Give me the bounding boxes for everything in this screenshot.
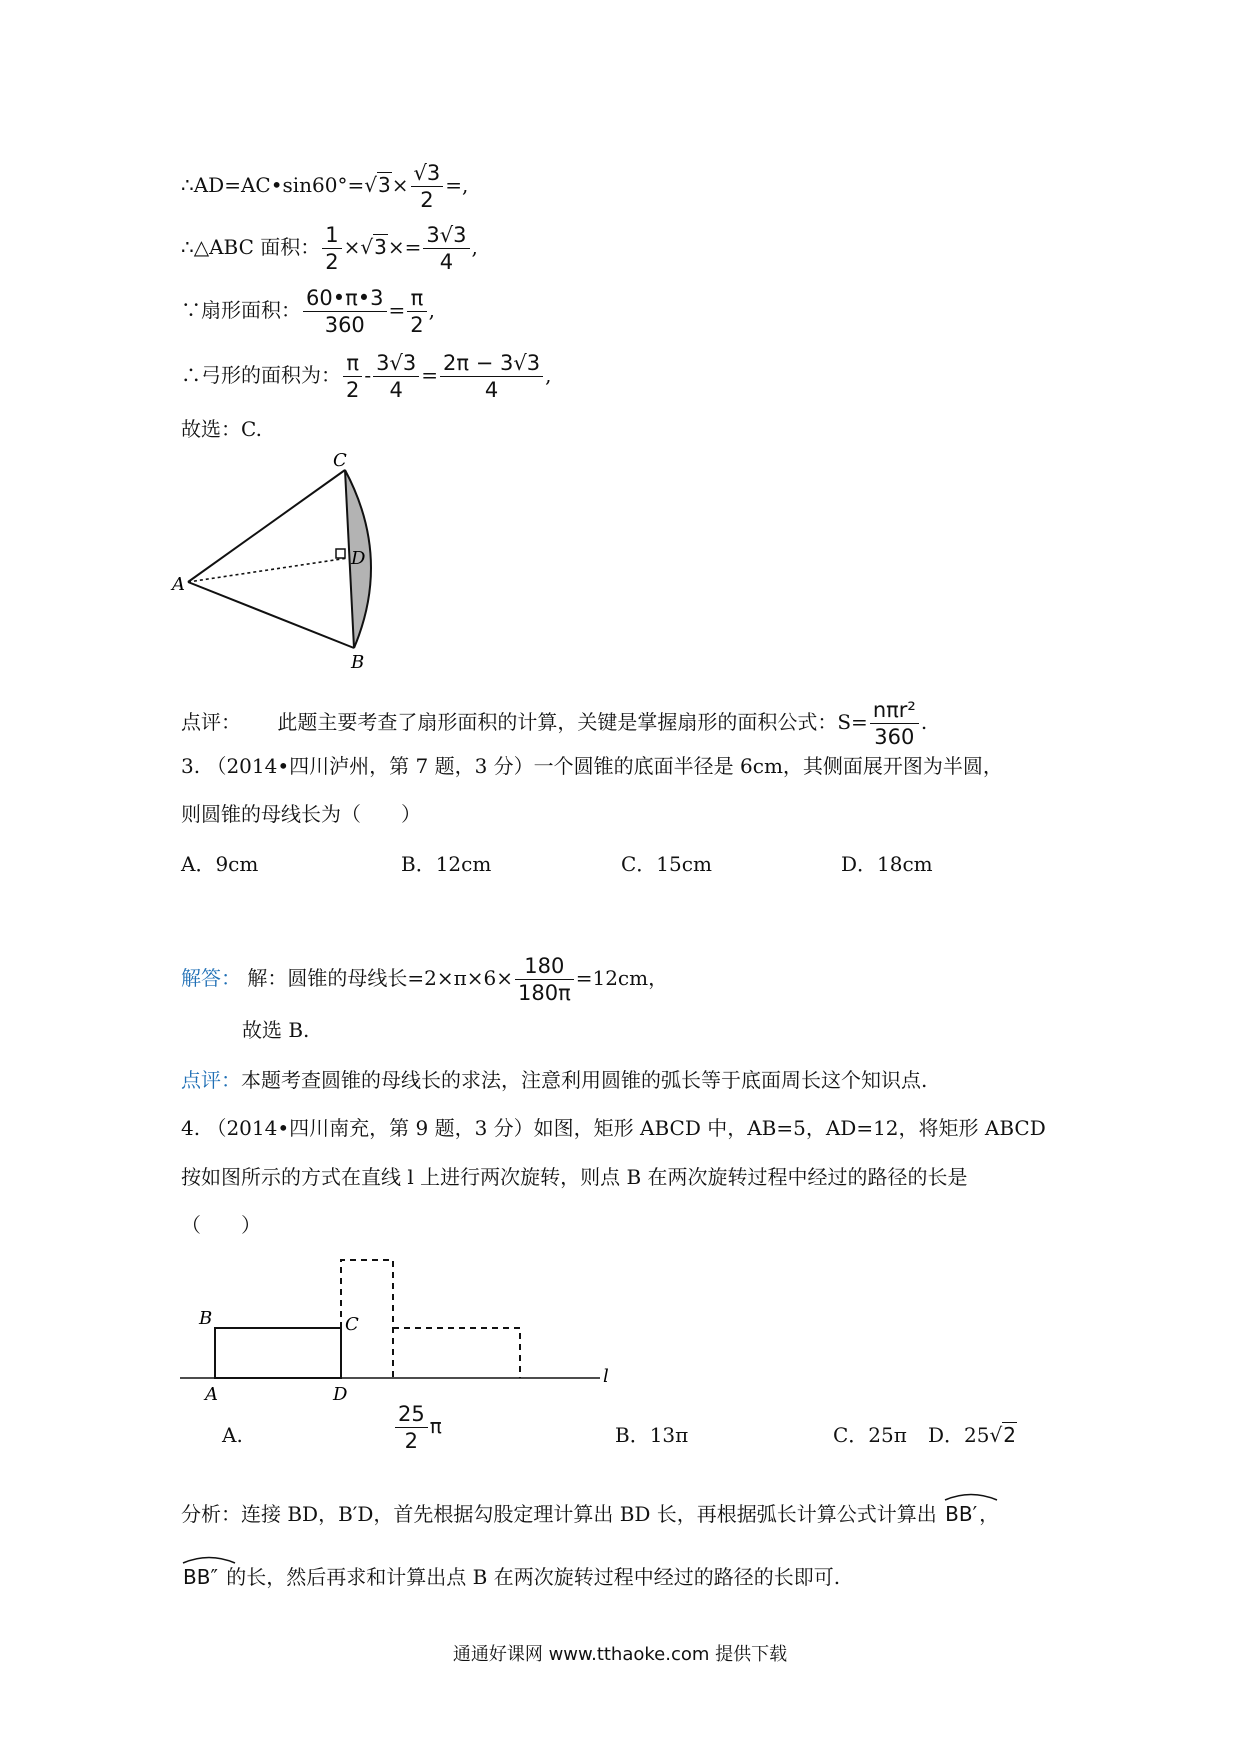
arc-bb-prime: BB′ bbox=[943, 1500, 979, 1528]
fraction: $\frac{3√3}{4}$ bbox=[373, 350, 419, 403]
label-D: D bbox=[351, 548, 366, 569]
triangle-sector-figure bbox=[170, 448, 410, 673]
answer-3-select: 故选 B. bbox=[242, 1018, 310, 1042]
review-1: 点评： 此题主要考查了扇形面积的计算，关键是掌握扇形的面积公式：S= $\frac{\text{nπr²}}{360}$ . bbox=[181, 698, 928, 749]
sqrt-expression: √3 bbox=[360, 235, 387, 259]
question-4-line-2: 按如图所示的方式在直线 l 上进行两次旋转，则点 B 在两次旋转过程中经过的路径的长是 bbox=[181, 1165, 968, 1189]
choice-d[interactable]: D．25√2 bbox=[928, 1423, 1016, 1447]
analysis-4-line-1: 分析：连接 BD，B′D，首先根据勾股定理计算出 BD 长，再根据弧长计算公式计算出 BB′ ， bbox=[181, 1500, 999, 1528]
choice-b[interactable]: B．13π bbox=[615, 1423, 689, 1447]
sqrt-expression: √3 bbox=[364, 173, 391, 197]
label-B: B bbox=[199, 1308, 213, 1329]
fraction: $\frac{\pi}{2}$ bbox=[407, 285, 426, 338]
choice-c[interactable]: C．25π bbox=[833, 1423, 907, 1447]
fraction: $\frac{2\pi - 3√3}{4}$ bbox=[440, 350, 543, 403]
question-3-line-1: 3. （2014•四川泸州，第 7 题，3 分）一个圆锥的底面半径是 6cm，其侧面展开图为半圆， bbox=[181, 754, 1003, 778]
choice-a[interactable]: A．9cm bbox=[181, 852, 259, 876]
label-C: C bbox=[345, 1314, 359, 1335]
answer-3: 解答： 解：圆锥的母线长=2×π×6× $\frac{180}{180\pi}$ =12cm， bbox=[181, 954, 669, 1005]
sqrt-expression: √2 bbox=[989, 1423, 1016, 1447]
choice-c[interactable]: C．15cm bbox=[621, 852, 712, 876]
choice-a[interactable]: A. bbox=[222, 1423, 243, 1447]
label-B: B bbox=[351, 652, 365, 673]
rectangle-rotation-figure bbox=[175, 1248, 625, 1408]
fraction: $\frac{\text{nπr²}}{360}$ bbox=[870, 697, 919, 750]
choice-b[interactable]: B．12cm bbox=[401, 852, 492, 876]
review-3: 点评：本题考查圆锥的母线长的求法，注意利用圆锥的弧长等于底面周长这个知识点. bbox=[181, 1068, 928, 1092]
question-3-line-2: 则圆锥的母线长为（ ） bbox=[181, 802, 421, 826]
fraction: $\frac{180}{180\pi}$ bbox=[515, 953, 574, 1006]
label-D: D bbox=[333, 1384, 348, 1405]
page-footer: 通通好课网 www.tthaoke.com 提供下载 bbox=[452, 1644, 788, 1665]
question-4-line-3: （ ） bbox=[181, 1213, 261, 1237]
fraction: $\frac{\pi}{2}$ bbox=[343, 350, 362, 403]
fraction: $\frac{3√3}{4}$ bbox=[423, 222, 469, 275]
label-C: C bbox=[333, 450, 347, 471]
solution-line-4: ∴弓形的面积为： $\frac{\pi}{2}$ - $\frac{3√3}{4}$ = $\frac{2\pi - 3√3}{4}$ , bbox=[181, 351, 552, 402]
choice-d[interactable]: D．18cm bbox=[841, 852, 933, 876]
analysis-4-line-2: BB″ 的长，然后再求和计算出点 B 在两次旋转过程中经过的路径的长即可. bbox=[181, 1563, 840, 1591]
question-4-line-1: 4. （2014•四川南充，第 9 题，3 分）如图，矩形 ABCD 中，AB=5，AD=12，将矩形 ABCD bbox=[181, 1116, 1046, 1140]
solution-line-1: ∴AD=AC•sin60°=√3× $\frac{√3}{2}$ =, bbox=[181, 161, 469, 212]
fraction: $\frac{25}{2}$ bbox=[395, 1401, 428, 1454]
solution-line-2: ∴△ABC 面积： $\frac{1}{2}$ ×√3×= $\frac{3√3}{4}$ , bbox=[181, 223, 478, 274]
fraction: $\frac{√3}{2}$ bbox=[411, 160, 444, 213]
fraction: $\frac{60•\pi•3}{360}$ bbox=[303, 285, 387, 338]
fraction: $\frac{1}{2}$ bbox=[322, 222, 341, 275]
arc-bb-double-prime: BB″ bbox=[181, 1563, 220, 1591]
label-A: A bbox=[205, 1384, 218, 1405]
choice-a-value: $\frac{25}{2}$ π bbox=[393, 1401, 442, 1454]
label-l: l bbox=[603, 1366, 609, 1387]
solution-line-3: ∵扇形面积： $\frac{60•\pi•3}{360}$ = $\frac{\pi}{2}$ , bbox=[181, 286, 435, 337]
solution-conclusion: 故选：C. bbox=[181, 417, 262, 441]
label-A: A bbox=[172, 574, 185, 595]
